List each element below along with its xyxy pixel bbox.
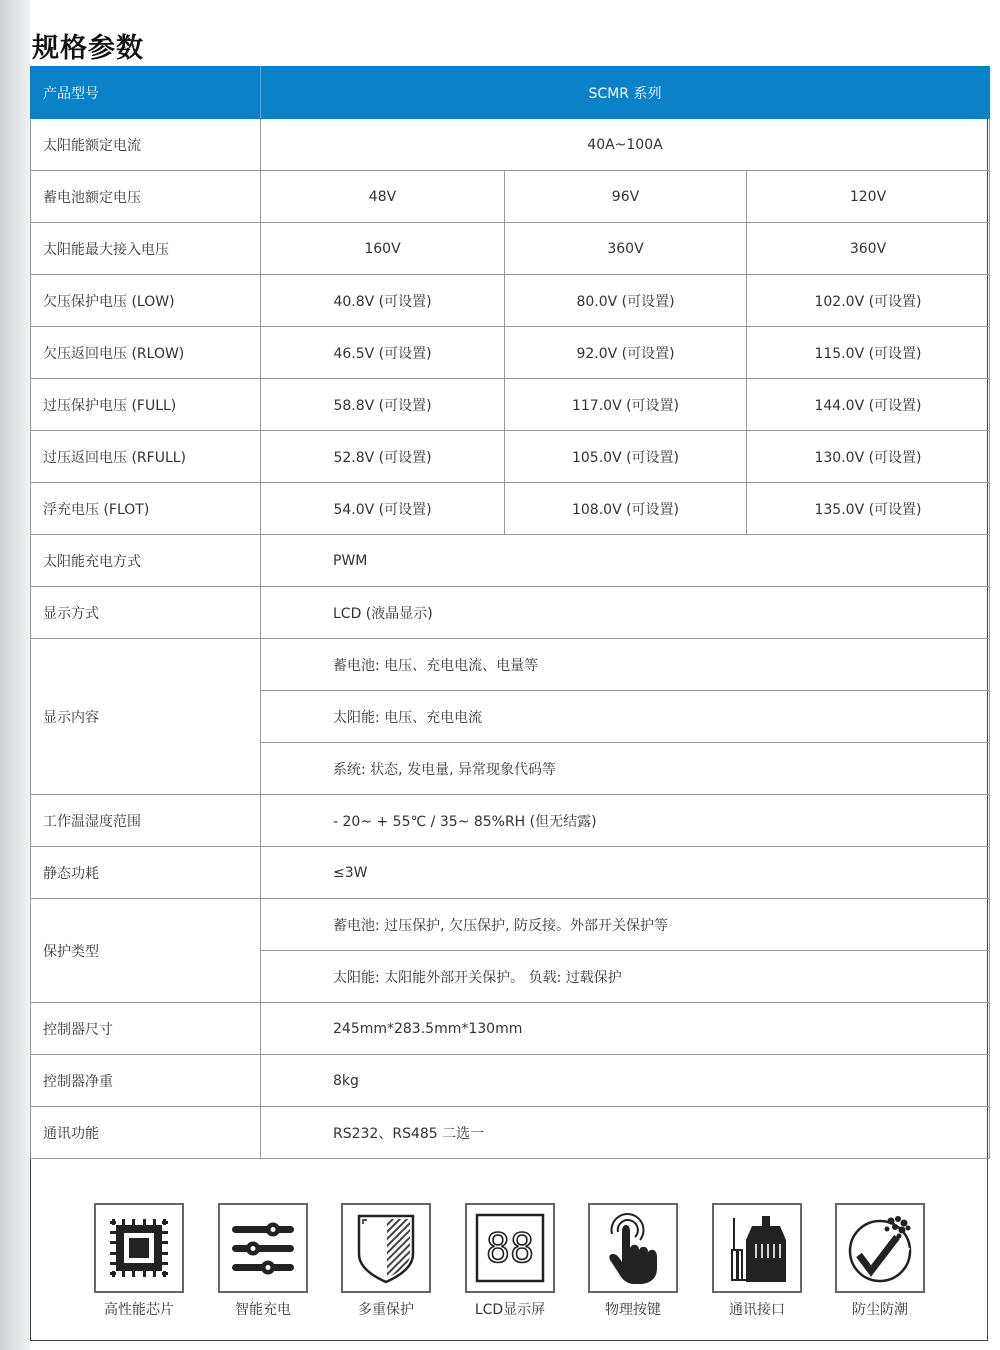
table-header-row (31, 67, 990, 119)
row-label: 太阳能最大接入电压 (31, 223, 261, 275)
spec-table (30, 66, 990, 1159)
row-value: 太阳能: 电压、充电电流 (261, 691, 990, 743)
sliders-icon (228, 1213, 298, 1283)
feature-item (92, 1203, 186, 1319)
row-value: 105.0V (可设置) (505, 431, 747, 483)
row-value: 96V (505, 171, 747, 223)
table-row (31, 847, 990, 899)
table-row (31, 223, 990, 275)
row-value: 245mm*283.5mm*130mm (261, 1003, 990, 1055)
finger-press-icon (598, 1210, 668, 1286)
feature-label: 物理按键 (605, 1302, 661, 1318)
header-label: 产品型号 (31, 67, 261, 119)
feature-icon-box (465, 1203, 555, 1293)
page-title: 规格参数 (32, 33, 144, 64)
row-label: 欠压返回电压 (RLOW) (31, 327, 261, 379)
table-row (31, 795, 990, 847)
table-row (31, 1003, 990, 1055)
row-value: 102.0V (可设置) (747, 275, 990, 327)
row-value: 80.0V (可设置) (505, 275, 747, 327)
feature-icon-box (341, 1203, 431, 1293)
row-label: 通讯功能 (31, 1107, 261, 1159)
row-value: 58.8V (可设置) (261, 379, 505, 431)
feature-label: 防尘防潮 (852, 1302, 908, 1318)
row-value: 46.5V (可设置) (261, 327, 505, 379)
row-label: 浮充电压 (FLOT) (31, 483, 261, 535)
feature-item (339, 1203, 433, 1319)
feature-icon-box (712, 1203, 802, 1293)
feature-icon-box (218, 1203, 308, 1293)
header-value: SCMR 系列 (261, 67, 990, 119)
row-label: 控制器净重 (31, 1055, 261, 1107)
row-value: 太阳能: 太阳能外部开关保护。 负载: 过载保护 (261, 951, 990, 1003)
feature-icons (30, 1180, 988, 1340)
row-value: 360V (747, 223, 990, 275)
feature-icon-box (835, 1203, 925, 1293)
row-value: 蓄电池: 过压保护, 欠压保护, 防反接。外部开关保护等 (261, 899, 990, 951)
row-value: 160V (261, 223, 505, 275)
row-value: PWM (261, 535, 990, 587)
row-value: 54.0V (可设置) (261, 483, 505, 535)
lcd-digits-icon (473, 1211, 547, 1285)
row-value: 8kg (261, 1055, 990, 1107)
shield-icon (351, 1210, 421, 1286)
table-row (31, 119, 990, 171)
row-value: - 20~ + 55℃ / 35~ 85%RH (但无结露) (261, 795, 990, 847)
feature-label: 多重保护 (358, 1302, 414, 1318)
row-value: 系统: 状态, 发电量, 异常现象代码等 (261, 743, 990, 795)
table-row (31, 171, 990, 223)
table-row (31, 379, 990, 431)
row-value: 40.8V (可设置) (261, 275, 505, 327)
table-row (31, 275, 990, 327)
feature-label: 高性能芯片 (104, 1302, 174, 1318)
row-value: 360V (505, 223, 747, 275)
page-edge-shadow (0, 0, 30, 1350)
row-label: 显示方式 (31, 587, 261, 639)
chip-icon (104, 1213, 174, 1283)
row-value: 135.0V (可设置) (747, 483, 990, 535)
row-value: ≤3W (261, 847, 990, 899)
feature-icon-box (588, 1203, 678, 1293)
table-row (31, 535, 990, 587)
lcd-digits-text: 88 (485, 1226, 535, 1272)
feature-item (463, 1203, 557, 1319)
row-label: 太阳能充电方式 (31, 535, 261, 587)
row-label: 欠压保护电压 (LOW) (31, 275, 261, 327)
table-row (31, 483, 990, 535)
row-label: 保护类型 (31, 899, 261, 1003)
table-row (31, 899, 990, 951)
connector-icon (722, 1210, 792, 1286)
row-value: 117.0V (可设置) (505, 379, 747, 431)
table-row (31, 431, 990, 483)
feature-icon-box (94, 1203, 184, 1293)
feature-item (833, 1203, 927, 1319)
feature-item (586, 1203, 680, 1319)
row-value: 115.0V (可设置) (747, 327, 990, 379)
row-label: 静态功耗 (31, 847, 261, 899)
row-value: 130.0V (可设置) (747, 431, 990, 483)
row-value: 蓄电池: 电压、充电电流、电量等 (261, 639, 990, 691)
table-row (31, 639, 990, 691)
feature-item (216, 1203, 310, 1319)
row-label: 蓄电池额定电压 (31, 171, 261, 223)
dust-proof-icon (843, 1211, 917, 1285)
feature-label: 智能充电 (235, 1302, 291, 1318)
row-label: 工作温湿度范围 (31, 795, 261, 847)
row-value: 92.0V (可设置) (505, 327, 747, 379)
row-value: 108.0V (可设置) (505, 483, 747, 535)
row-label: 太阳能额定电流 (31, 119, 261, 171)
row-label: 过压返回电压 (RFULL) (31, 431, 261, 483)
feature-label: 通讯接口 (729, 1302, 785, 1318)
table-row (31, 1107, 990, 1159)
row-value: 144.0V (可设置) (747, 379, 990, 431)
table-row (31, 1055, 990, 1107)
row-label: 控制器尺寸 (31, 1003, 261, 1055)
table-row (31, 327, 990, 379)
table-row (31, 587, 990, 639)
row-value: LCD (液晶显示) (261, 587, 990, 639)
row-label: 显示内容 (31, 639, 261, 795)
row-value: 40A~100A (261, 119, 990, 171)
row-value: 120V (747, 171, 990, 223)
row-label: 过压保护电压 (FULL) (31, 379, 261, 431)
row-value: 48V (261, 171, 505, 223)
row-value: 52.8V (可设置) (261, 431, 505, 483)
feature-label: LCD显示屏 (474, 1302, 546, 1318)
row-value: RS232、RS485 二选一 (261, 1107, 990, 1159)
feature-item (710, 1203, 804, 1319)
